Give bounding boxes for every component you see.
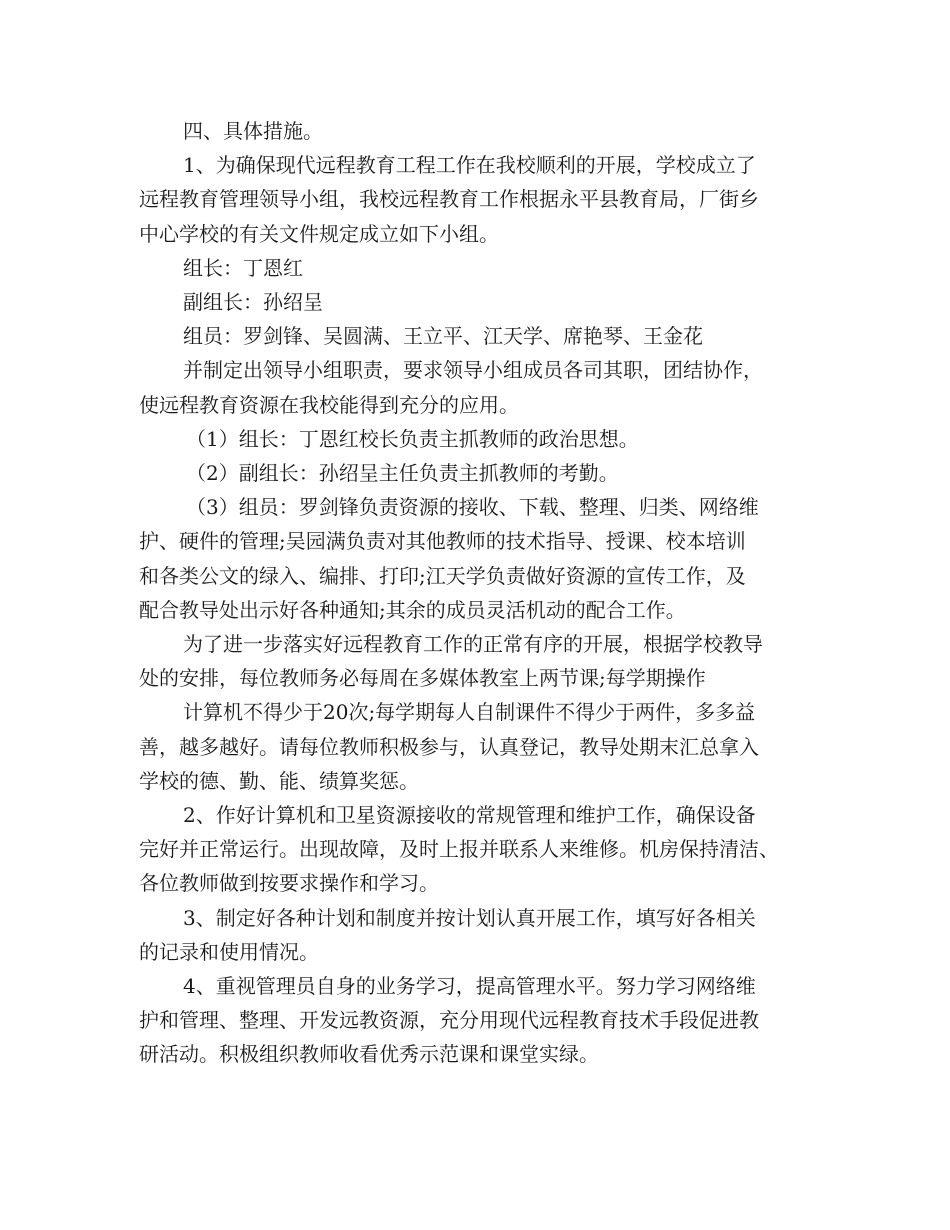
paragraph-line: 并制定出领导小组职责，要求领导小组成员各司其职，团结协作， (183, 358, 763, 383)
paragraph-line: 学校的德、勤、能、绩算奖惩。 (139, 768, 419, 793)
paragraph-line: 使远程教育资源在我校能得到充分的应用。 (139, 392, 519, 417)
document-body (139, 114, 819, 1072)
deputy-leader-line: 副组长：孙绍呈 (183, 290, 323, 315)
paragraph-line: 护和管理、整理、开发远教资源，充分用现代远程教育技术手段促进教 (139, 1008, 759, 1033)
paragraph-line: 2、作好计算机和卫星资源接收的常规管理和维护工作，确保设备 (183, 803, 756, 828)
paragraph-line: 为了进一步落实好远程教育工作的正常有序的开展，根据学校教导 (183, 632, 763, 657)
paragraph-line: 远程教育管理领导小组，我校远程教育工作根据永平县教育局，厂街乡 (139, 187, 759, 212)
paragraph-line: 1、为确保现代远程教育工程工作在我校顺利的开展，学校成立了 (183, 153, 756, 178)
paragraph-line: 处的安排，每位教师务必每周在多媒体教室上两节课;每学期操作 (139, 666, 706, 691)
paragraph-line: 研活动。积极组织教师收看优秀示范课和课堂实绿。 (139, 1042, 599, 1067)
paragraph-line: 中心学校的有关文件规定成立如下小组。 (139, 221, 499, 246)
section-heading: 四、具体措施。 (183, 119, 323, 143)
duty-item-3: （3）组员：罗剑锋负责资源的接收、下载、整理、归类、网络维 (186, 495, 759, 520)
paragraph-line: 护、硬件的管理;吴园满负责对其他教师的技术指导、授课、校本培训 (139, 529, 746, 554)
group-members-line: 组员：罗剑锋、吴圆满、王立平、江天学、席艳琴、王金花 (183, 324, 703, 349)
paragraph-line: 善，越多越好。请每位教师积极参与，认真登记，教导处期末汇总拿入 (139, 734, 759, 759)
paragraph-line: 各位教师做到按要求操作和学习。 (139, 871, 439, 896)
paragraph-line: 配合教导处出示好各种通知;其余的成员灵活机动的配合工作。 (139, 597, 686, 622)
duty-item-1: （1）组长：丁恩红校长负责主抓教师的政治思想。 (186, 426, 639, 451)
paragraph-line: 的记录和使用情况。 (139, 939, 319, 964)
paragraph-line: 计算机不得少于20次;每学期每人自制课件不得少于两件，多多益 (183, 700, 756, 725)
paragraph-line: 和各类公文的绿入、编排、打印;江天学负责做好资源的宣传工作，及 (139, 563, 746, 588)
paragraph-line: 3、制定好各种计划和制度并按计划认真开展工作，填写好各相关 (183, 905, 756, 930)
paragraph-line: 完好并正常运行。出现故障，及时上报并联系人来维修。机房保持清洁、 (139, 837, 779, 862)
group-leader-line: 组长：丁恩红 (183, 255, 303, 280)
duty-item-2: （2）副组长：孙绍呈主任负责主抓教师的考勤。 (186, 461, 619, 486)
paragraph-line: 4、重视管理员自身的业务学习，提高管理水平。努力学习网络维 (183, 974, 756, 999)
